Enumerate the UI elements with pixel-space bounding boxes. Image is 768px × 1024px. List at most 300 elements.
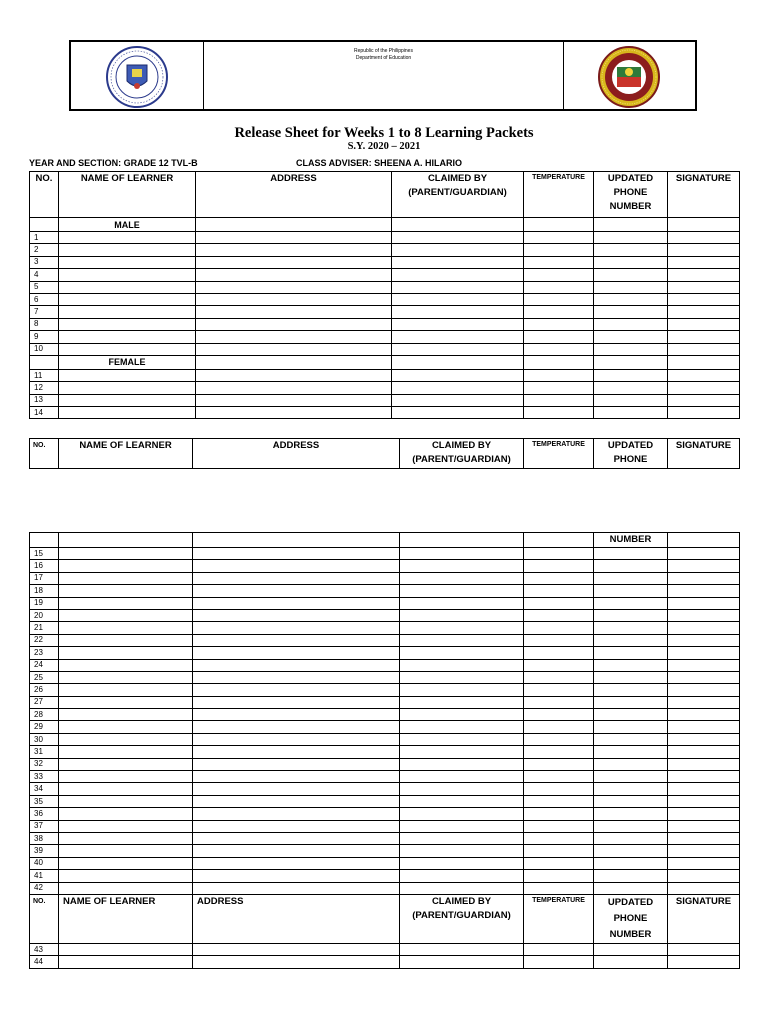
claimed-by-cell[interactable] xyxy=(400,746,524,758)
address-cell[interactable] xyxy=(193,709,400,721)
phone-cell[interactable] xyxy=(594,943,668,955)
address-cell[interactable] xyxy=(193,696,400,708)
temperature-cell[interactable] xyxy=(524,548,594,560)
temperature-cell[interactable] xyxy=(524,882,594,894)
address-cell[interactable] xyxy=(193,671,400,683)
address-cell[interactable] xyxy=(193,609,400,621)
table-row xyxy=(30,318,740,330)
claimed-by-cell[interactable] xyxy=(400,758,524,770)
temperature-cell[interactable] xyxy=(524,585,594,597)
learner-name-cell[interactable] xyxy=(59,795,193,807)
learner-name-cell[interactable] xyxy=(59,721,193,733)
claimed-by-cell[interactable] xyxy=(392,343,524,355)
learner-name-cell[interactable] xyxy=(59,758,193,770)
temperature-cell[interactable] xyxy=(524,394,594,406)
temperature-cell[interactable] xyxy=(524,832,594,844)
temperature-cell[interactable] xyxy=(524,560,594,572)
temperature-cell[interactable] xyxy=(524,647,594,659)
learner-name-cell[interactable] xyxy=(59,343,196,355)
signature-cell[interactable] xyxy=(668,709,740,721)
address-cell[interactable] xyxy=(193,956,400,968)
signature-cell[interactable] xyxy=(668,808,740,820)
claimed-by-cell[interactable] xyxy=(400,585,524,597)
claimed-by-cell[interactable] xyxy=(400,597,524,609)
table-row xyxy=(30,733,740,745)
phone-cell[interactable] xyxy=(594,293,668,305)
address-cell[interactable] xyxy=(196,382,392,394)
address-cell[interactable] xyxy=(193,560,400,572)
signature-cell[interactable] xyxy=(668,684,740,696)
phone-cell[interactable] xyxy=(594,882,668,894)
address-cell[interactable] xyxy=(193,647,400,659)
learner-name-cell[interactable] xyxy=(59,943,193,955)
phone-cell[interactable] xyxy=(594,634,668,646)
signature-cell[interactable] xyxy=(668,956,740,968)
learner-name-cell[interactable] xyxy=(59,733,193,745)
temperature-cell[interactable] xyxy=(524,269,594,281)
address-cell[interactable] xyxy=(193,845,400,857)
address-cell[interactable] xyxy=(193,808,400,820)
learner-name-cell[interactable] xyxy=(59,659,193,671)
learner-name-cell[interactable] xyxy=(59,783,193,795)
learner-name-cell[interactable] xyxy=(59,857,193,869)
temperature-cell[interactable] xyxy=(524,382,594,394)
address-cell[interactable] xyxy=(196,318,392,330)
signature-cell[interactable] xyxy=(668,318,740,330)
phone-cell[interactable] xyxy=(594,585,668,597)
signature-cell[interactable] xyxy=(668,696,740,708)
learner-name-cell[interactable] xyxy=(59,634,193,646)
claimed-by-cell[interactable] xyxy=(400,572,524,584)
col-phone: UPDATED PHONE xyxy=(594,439,668,469)
learner-name-cell[interactable] xyxy=(59,870,193,882)
col-phone: UPDATED PHONE NUMBER xyxy=(594,894,668,943)
learner-name-cell[interactable] xyxy=(59,256,196,268)
phone-cell[interactable] xyxy=(594,407,668,419)
learner-name-cell[interactable] xyxy=(59,696,193,708)
temperature-cell[interactable] xyxy=(524,684,594,696)
address-cell[interactable] xyxy=(193,746,400,758)
learner-name-cell[interactable] xyxy=(59,820,193,832)
phone-cell[interactable] xyxy=(594,870,668,882)
phone-cell[interactable] xyxy=(594,746,668,758)
learner-name-cell[interactable] xyxy=(59,369,196,381)
phone-cell[interactable] xyxy=(594,808,668,820)
signature-cell[interactable] xyxy=(668,771,740,783)
learner-name-cell[interactable] xyxy=(59,306,196,318)
page-title: Release Sheet for Weeks 1 to 8 Learning Packets xyxy=(234,125,534,141)
signature-cell[interactable] xyxy=(668,857,740,869)
signature-cell[interactable] xyxy=(668,622,740,634)
address-cell[interactable] xyxy=(193,721,400,733)
address-cell[interactable] xyxy=(193,622,400,634)
learner-name-cell[interactable] xyxy=(59,572,193,584)
row-number: 17 xyxy=(30,572,59,584)
claimed-by-cell[interactable] xyxy=(392,369,524,381)
claimed-by-cell[interactable] xyxy=(400,808,524,820)
table-row xyxy=(30,269,740,281)
row-number: 22 xyxy=(30,634,59,646)
phone-cell[interactable] xyxy=(594,331,668,343)
department-line: Department of Education xyxy=(355,55,412,61)
claimed-by-cell[interactable] xyxy=(392,293,524,305)
learner-name-cell[interactable] xyxy=(59,244,196,256)
signature-cell[interactable] xyxy=(668,820,740,832)
claimed-by-cell[interactable] xyxy=(400,671,524,683)
temperature-cell[interactable] xyxy=(524,407,594,419)
signature-cell[interactable] xyxy=(668,548,740,560)
address-cell[interactable] xyxy=(193,882,400,894)
address-cell[interactable] xyxy=(196,256,392,268)
signature-cell[interactable] xyxy=(668,331,740,343)
temperature-cell[interactable] xyxy=(524,306,594,318)
learner-name-cell[interactable] xyxy=(59,585,193,597)
signature-cell[interactable] xyxy=(668,597,740,609)
address-cell[interactable] xyxy=(193,548,400,560)
phone-cell[interactable] xyxy=(594,659,668,671)
address-cell[interactable] xyxy=(193,572,400,584)
address-cell[interactable] xyxy=(196,244,392,256)
claimed-by-cell[interactable] xyxy=(392,331,524,343)
table-row xyxy=(30,808,740,820)
phone-cell[interactable] xyxy=(594,394,668,406)
learner-name-cell[interactable] xyxy=(59,609,193,621)
address-cell[interactable] xyxy=(196,269,392,281)
claimed-by-cell[interactable] xyxy=(400,870,524,882)
claimed-by-cell[interactable] xyxy=(392,318,524,330)
address-cell[interactable] xyxy=(193,659,400,671)
signature-cell[interactable] xyxy=(668,369,740,381)
learner-name-cell[interactable] xyxy=(59,394,196,406)
temperature-cell[interactable] xyxy=(524,758,594,770)
signature-cell[interactable] xyxy=(668,560,740,572)
temperature-cell[interactable] xyxy=(524,943,594,955)
signature-cell[interactable] xyxy=(668,758,740,770)
temperature-cell[interactable] xyxy=(524,795,594,807)
claimed-by-cell[interactable] xyxy=(400,845,524,857)
row-number: 7 xyxy=(30,306,59,318)
claimed-by-cell[interactable] xyxy=(392,244,524,256)
address-cell[interactable] xyxy=(196,394,392,406)
col-name: NAME OF LEARNER xyxy=(59,894,193,943)
claimed-by-cell[interactable] xyxy=(400,609,524,621)
learner-name-cell[interactable] xyxy=(59,318,196,330)
row-number: 36 xyxy=(30,808,59,820)
address-cell[interactable] xyxy=(193,733,400,745)
learner-name-cell[interactable] xyxy=(59,331,196,343)
signature-cell[interactable] xyxy=(668,783,740,795)
phone-cell[interactable] xyxy=(594,609,668,621)
signature-cell[interactable] xyxy=(668,232,740,244)
col-signature: SIGNATURE xyxy=(668,894,740,943)
learner-name-cell[interactable] xyxy=(59,771,193,783)
temperature-cell[interactable] xyxy=(524,343,594,355)
phone-cell[interactable] xyxy=(594,771,668,783)
table-row xyxy=(30,783,740,795)
temperature-cell[interactable] xyxy=(524,783,594,795)
phone-cell[interactable] xyxy=(594,256,668,268)
temperature-cell[interactable] xyxy=(524,709,594,721)
phone-cell[interactable] xyxy=(594,560,668,572)
claimed-by-cell[interactable] xyxy=(400,709,524,721)
temperature-cell[interactable] xyxy=(524,857,594,869)
learner-name-cell[interactable] xyxy=(59,382,196,394)
address-cell[interactable] xyxy=(193,597,400,609)
signature-cell[interactable] xyxy=(668,659,740,671)
signature-cell[interactable] xyxy=(668,343,740,355)
phone-cell[interactable] xyxy=(594,281,668,293)
claimed-by-cell[interactable] xyxy=(400,548,524,560)
signature-cell[interactable] xyxy=(668,845,740,857)
claimed-by-cell[interactable] xyxy=(392,394,524,406)
claimed-by-cell[interactable] xyxy=(400,832,524,844)
address-cell[interactable] xyxy=(193,820,400,832)
claimed-by-cell[interactable] xyxy=(392,382,524,394)
temperature-cell[interactable] xyxy=(524,572,594,584)
table-row xyxy=(30,572,740,584)
learner-name-cell[interactable] xyxy=(59,407,196,419)
claimed-by-cell[interactable] xyxy=(400,733,524,745)
temperature-cell[interactable] xyxy=(524,232,594,244)
learner-name-cell[interactable] xyxy=(59,832,193,844)
learner-name-cell[interactable] xyxy=(59,597,193,609)
claimed-by-cell[interactable] xyxy=(400,795,524,807)
signature-cell[interactable] xyxy=(668,382,740,394)
phone-cell[interactable] xyxy=(594,820,668,832)
claimed-by-cell[interactable] xyxy=(400,820,524,832)
claimed-by-cell[interactable] xyxy=(400,857,524,869)
signature-cell[interactable] xyxy=(668,795,740,807)
address-cell[interactable] xyxy=(196,407,392,419)
row-number: 20 xyxy=(30,609,59,621)
address-cell[interactable] xyxy=(193,832,400,844)
temperature-cell[interactable] xyxy=(524,331,594,343)
table-row xyxy=(30,795,740,807)
learner-name-cell[interactable] xyxy=(59,808,193,820)
address-cell[interactable] xyxy=(193,783,400,795)
temperature-cell[interactable] xyxy=(524,318,594,330)
learner-name-cell[interactable] xyxy=(59,845,193,857)
address-cell[interactable] xyxy=(193,634,400,646)
phone-cell[interactable] xyxy=(594,696,668,708)
claimed-by-cell[interactable] xyxy=(392,256,524,268)
address-cell[interactable] xyxy=(193,943,400,955)
signature-cell[interactable] xyxy=(668,882,740,894)
address-cell[interactable] xyxy=(193,795,400,807)
table-row xyxy=(30,684,740,696)
temperature-cell[interactable] xyxy=(524,609,594,621)
claimed-by-cell[interactable] xyxy=(392,232,524,244)
signature-cell[interactable] xyxy=(668,733,740,745)
claimed-by-cell[interactable] xyxy=(400,771,524,783)
phone-cell[interactable] xyxy=(594,845,668,857)
signature-cell[interactable] xyxy=(668,256,740,268)
learner-name-cell[interactable] xyxy=(59,293,196,305)
claimed-by-cell[interactable] xyxy=(400,956,524,968)
address-cell[interactable] xyxy=(193,585,400,597)
temperature-cell[interactable] xyxy=(524,733,594,745)
table-row xyxy=(30,597,740,609)
temperature-cell[interactable] xyxy=(524,721,594,733)
temperature-cell[interactable] xyxy=(524,870,594,882)
claimed-by-cell[interactable] xyxy=(400,696,524,708)
phone-cell[interactable] xyxy=(594,548,668,560)
col-temperature: TEMPERATURE xyxy=(524,172,594,218)
signature-cell[interactable] xyxy=(668,306,740,318)
learner-name-cell[interactable] xyxy=(59,622,193,634)
temperature-cell[interactable] xyxy=(524,256,594,268)
row-number: 18 xyxy=(30,585,59,597)
temperature-cell[interactable] xyxy=(524,808,594,820)
signature-cell[interactable] xyxy=(668,943,740,955)
learner-name-cell[interactable] xyxy=(59,684,193,696)
temperature-cell[interactable] xyxy=(524,293,594,305)
phone-cell[interactable] xyxy=(594,832,668,844)
signature-cell[interactable] xyxy=(668,746,740,758)
phone-cell[interactable] xyxy=(594,369,668,381)
phone-cell[interactable] xyxy=(594,232,668,244)
phone-cell[interactable] xyxy=(594,857,668,869)
address-cell[interactable] xyxy=(196,232,392,244)
temperature-cell[interactable] xyxy=(524,659,594,671)
claimed-by-cell[interactable] xyxy=(400,943,524,955)
row-number: 26 xyxy=(30,684,59,696)
signature-cell[interactable] xyxy=(668,244,740,256)
signature-cell[interactable] xyxy=(668,407,740,419)
table-row xyxy=(30,832,740,844)
temperature-cell[interactable] xyxy=(524,369,594,381)
signature-cell[interactable] xyxy=(668,585,740,597)
claimed-by-cell[interactable] xyxy=(400,659,524,671)
temperature-cell[interactable] xyxy=(524,634,594,646)
learner-name-cell[interactable] xyxy=(59,647,193,659)
learner-name-cell[interactable] xyxy=(59,709,193,721)
phone-cell[interactable] xyxy=(594,306,668,318)
address-cell[interactable] xyxy=(193,857,400,869)
signature-cell[interactable] xyxy=(668,609,740,621)
claimed-by-cell[interactable] xyxy=(392,281,524,293)
row-number: 42 xyxy=(30,882,59,894)
signature-cell[interactable] xyxy=(668,394,740,406)
phone-cell[interactable] xyxy=(594,244,668,256)
claimed-by-cell[interactable] xyxy=(400,721,524,733)
claimed-by-cell[interactable] xyxy=(400,560,524,572)
signature-cell[interactable] xyxy=(668,634,740,646)
phone-cell[interactable] xyxy=(594,684,668,696)
phone-cell[interactable] xyxy=(594,318,668,330)
row-number: 29 xyxy=(30,721,59,733)
learner-name-cell[interactable] xyxy=(59,882,193,894)
row-number: 21 xyxy=(30,622,59,634)
signature-cell[interactable] xyxy=(668,671,740,683)
claimed-by-cell[interactable] xyxy=(400,647,524,659)
phone-cell[interactable] xyxy=(594,758,668,770)
signature-cell[interactable] xyxy=(668,572,740,584)
phone-cell[interactable] xyxy=(594,783,668,795)
signature-cell[interactable] xyxy=(668,281,740,293)
learner-name-cell[interactable] xyxy=(59,548,193,560)
temperature-cell[interactable] xyxy=(524,622,594,634)
signature-cell[interactable] xyxy=(668,647,740,659)
learner-name-cell[interactable] xyxy=(59,956,193,968)
signature-cell[interactable] xyxy=(668,870,740,882)
phone-cell[interactable] xyxy=(594,733,668,745)
phone-cell[interactable] xyxy=(594,795,668,807)
phone-cell[interactable] xyxy=(594,572,668,584)
claimed-by-cell[interactable] xyxy=(392,407,524,419)
claimed-by-cell[interactable] xyxy=(400,882,524,894)
phone-cell[interactable] xyxy=(594,382,668,394)
address-cell[interactable] xyxy=(193,870,400,882)
phone-cell[interactable] xyxy=(594,721,668,733)
address-cell[interactable] xyxy=(196,343,392,355)
temperature-cell[interactable] xyxy=(524,244,594,256)
phone-cell[interactable] xyxy=(594,709,668,721)
signature-cell[interactable] xyxy=(668,269,740,281)
signature-cell[interactable] xyxy=(668,293,740,305)
address-cell[interactable] xyxy=(196,331,392,343)
row-number: 37 xyxy=(30,820,59,832)
col-temperature: TEMPERATURE xyxy=(524,439,594,469)
learner-name-cell[interactable] xyxy=(59,671,193,683)
temperature-cell[interactable] xyxy=(524,281,594,293)
address-cell[interactable] xyxy=(196,281,392,293)
phone-cell[interactable] xyxy=(594,269,668,281)
row-number: 24 xyxy=(30,659,59,671)
temperature-cell[interactable] xyxy=(524,746,594,758)
table-row xyxy=(30,281,740,293)
learner-name-cell[interactable] xyxy=(59,746,193,758)
temperature-cell[interactable] xyxy=(524,671,594,683)
table-row xyxy=(30,232,740,244)
table-row xyxy=(30,369,740,381)
claimed-by-cell[interactable] xyxy=(400,634,524,646)
phone-cell[interactable] xyxy=(594,671,668,683)
phone-cell[interactable] xyxy=(594,956,668,968)
temperature-cell[interactable] xyxy=(524,820,594,832)
claimed-by-cell[interactable] xyxy=(400,684,524,696)
learner-name-cell[interactable] xyxy=(59,269,196,281)
temperature-cell[interactable] xyxy=(524,597,594,609)
phone-cell[interactable] xyxy=(594,622,668,634)
signature-cell[interactable] xyxy=(668,721,740,733)
learner-name-cell[interactable] xyxy=(59,281,196,293)
address-cell[interactable] xyxy=(193,684,400,696)
claimed-by-cell[interactable] xyxy=(400,622,524,634)
temperature-cell[interactable] xyxy=(524,771,594,783)
claimed-by-cell[interactable] xyxy=(400,783,524,795)
learner-name-cell[interactable] xyxy=(59,232,196,244)
address-cell[interactable] xyxy=(196,369,392,381)
address-cell[interactable] xyxy=(193,771,400,783)
learner-name-cell[interactable] xyxy=(59,560,193,572)
table-row xyxy=(30,585,740,597)
signature-cell[interactable] xyxy=(668,832,740,844)
phone-cell[interactable] xyxy=(594,647,668,659)
claimed-by-cell[interactable] xyxy=(392,269,524,281)
phone-cell[interactable] xyxy=(594,597,668,609)
temperature-cell[interactable] xyxy=(524,956,594,968)
temperature-cell[interactable] xyxy=(524,696,594,708)
phone-cell[interactable] xyxy=(594,343,668,355)
address-cell[interactable] xyxy=(196,306,392,318)
temperature-cell[interactable] xyxy=(524,845,594,857)
row-number: 2 xyxy=(30,244,59,256)
address-cell[interactable] xyxy=(193,758,400,770)
address-cell[interactable] xyxy=(196,293,392,305)
claimed-by-cell[interactable] xyxy=(392,306,524,318)
col-claimed-by: CLAIMED BY (PARENT/GUARDIAN) xyxy=(400,894,524,943)
